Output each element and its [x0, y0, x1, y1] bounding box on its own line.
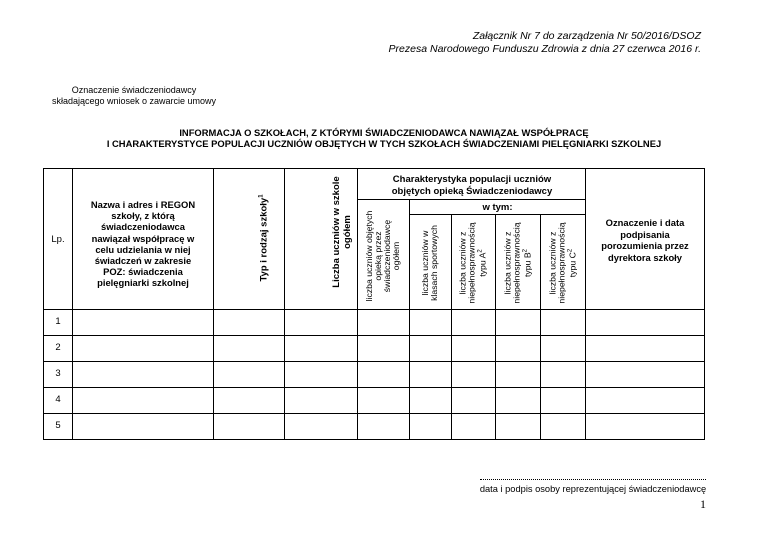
col-school-name-header: Nazwa i adres i REGON szkoły, z którą świadczeniodawca nawiązał współpracę w celu udzielania w niej świadczeń w zakresie POZ: świadczenia pielęgniarki szkolnej — [90, 199, 196, 289]
sub-group-header: w tym: — [482, 202, 513, 213]
footnote-2-marker-c: 2 — [567, 248, 574, 253]
col-sport-classes-line1: liczba uczniów w — [420, 230, 430, 296]
col-disability-b-line2: niepełnosprawnością — [511, 222, 522, 304]
col-disability-a-header — [459, 222, 488, 303]
col-disability-b-line3 — [522, 222, 533, 303]
document-title — [70, 127, 698, 149]
col-disability-b-type: typu B — [522, 252, 533, 277]
col-sport-classes-header — [421, 225, 439, 301]
col-disability-c-header — [549, 222, 578, 303]
footnote-2-marker-b: 2 — [522, 249, 529, 253]
col-student-count-line2: ogółem — [342, 215, 353, 249]
row-number: 5 — [55, 420, 61, 431]
row-number: 2 — [55, 342, 61, 353]
col-disability-b-header — [504, 222, 533, 303]
provider-label — [0, 85, 268, 107]
annex-header-line1: Załącznik Nr 7 do zarządzenia Nr 50/2016/DSOZ — [472, 30, 701, 42]
col-covered-total-header — [365, 211, 401, 302]
document-title-line2: I CHARAKTERYSTYCE POPULACJI UCZNIÓW OBJĘTYCH W TYCH SZKOŁACH ŚWIADCZENIAMI PIELĘGNIARKI SZKOLNEJ — [106, 138, 662, 149]
col-disability-a-line1: liczba uczniów z — [457, 231, 468, 295]
col-agreement-date-header: Oznaczenie i data podpisania porozumienia przez dyrektora szkoły — [601, 217, 689, 263]
col-disability-a-type: typu A — [477, 252, 488, 277]
col-sport-classes-line2: klasach sportowych — [429, 225, 439, 301]
col-disability-a-line2: niepełnosprawnością — [466, 222, 477, 304]
col-student-count-line1: Liczba uczniów w szkole — [331, 176, 342, 288]
population-group-header: Charakterystyka populacji uczniów objętych opieką Świadczeniodawcy — [391, 174, 553, 197]
row-number: 3 — [55, 368, 61, 379]
provider-label-line1: Oznaczenie świadczeniodawcy — [71, 85, 197, 95]
document-title-line1: INFORMACJA O SZKOŁACH, Z KTÓRYMI ŚWIADCZENIODAWCA NAWIĄZAŁ WSPÓŁPRACĘ — [179, 127, 589, 138]
page-number: 1 — [700, 497, 706, 511]
col-covered-total-line4: ogółem — [391, 241, 401, 271]
signature-label: data i podpis osoby reprezentującej świadczeniodawcę — [479, 484, 707, 494]
col-covered-total-line1: liczba uczniów objętych — [364, 210, 374, 302]
col-covered-total-line2: opieką przez — [373, 231, 383, 281]
col-covered-total-line3: świadczeniodawcę — [382, 219, 392, 293]
row-number: 4 — [55, 394, 61, 405]
provider-label-line2: składającego wniosek o zawarcie umowy — [51, 96, 217, 106]
row-number: 1 — [55, 316, 61, 327]
signature-line — [480, 479, 706, 480]
col-disability-c-line2: niepełnosprawnością — [556, 222, 567, 304]
footnote-1-marker: 1 — [258, 194, 265, 198]
col-lp-header: Lp. — [51, 234, 65, 245]
col-disability-a-line3 — [477, 222, 488, 303]
col-disability-b-line1: liczba uczniów z — [502, 231, 513, 295]
col-disability-c-line3 — [567, 222, 578, 303]
col-disability-c-line1: liczba uczniów z — [547, 231, 558, 295]
col-school-type-header — [258, 194, 269, 281]
col-student-count-header — [331, 176, 353, 287]
annex-header — [389, 30, 701, 56]
footnote-2-marker-a: 2 — [477, 249, 484, 253]
annex-header-line2: Prezesa Narodowego Funduszu Zdrowia z dnia 27 czerwca 2016 r. — [388, 43, 701, 55]
col-disability-c-type: typu C — [567, 252, 578, 278]
col-school-type-label: Typ i rodzaj szkoły — [258, 197, 270, 282]
